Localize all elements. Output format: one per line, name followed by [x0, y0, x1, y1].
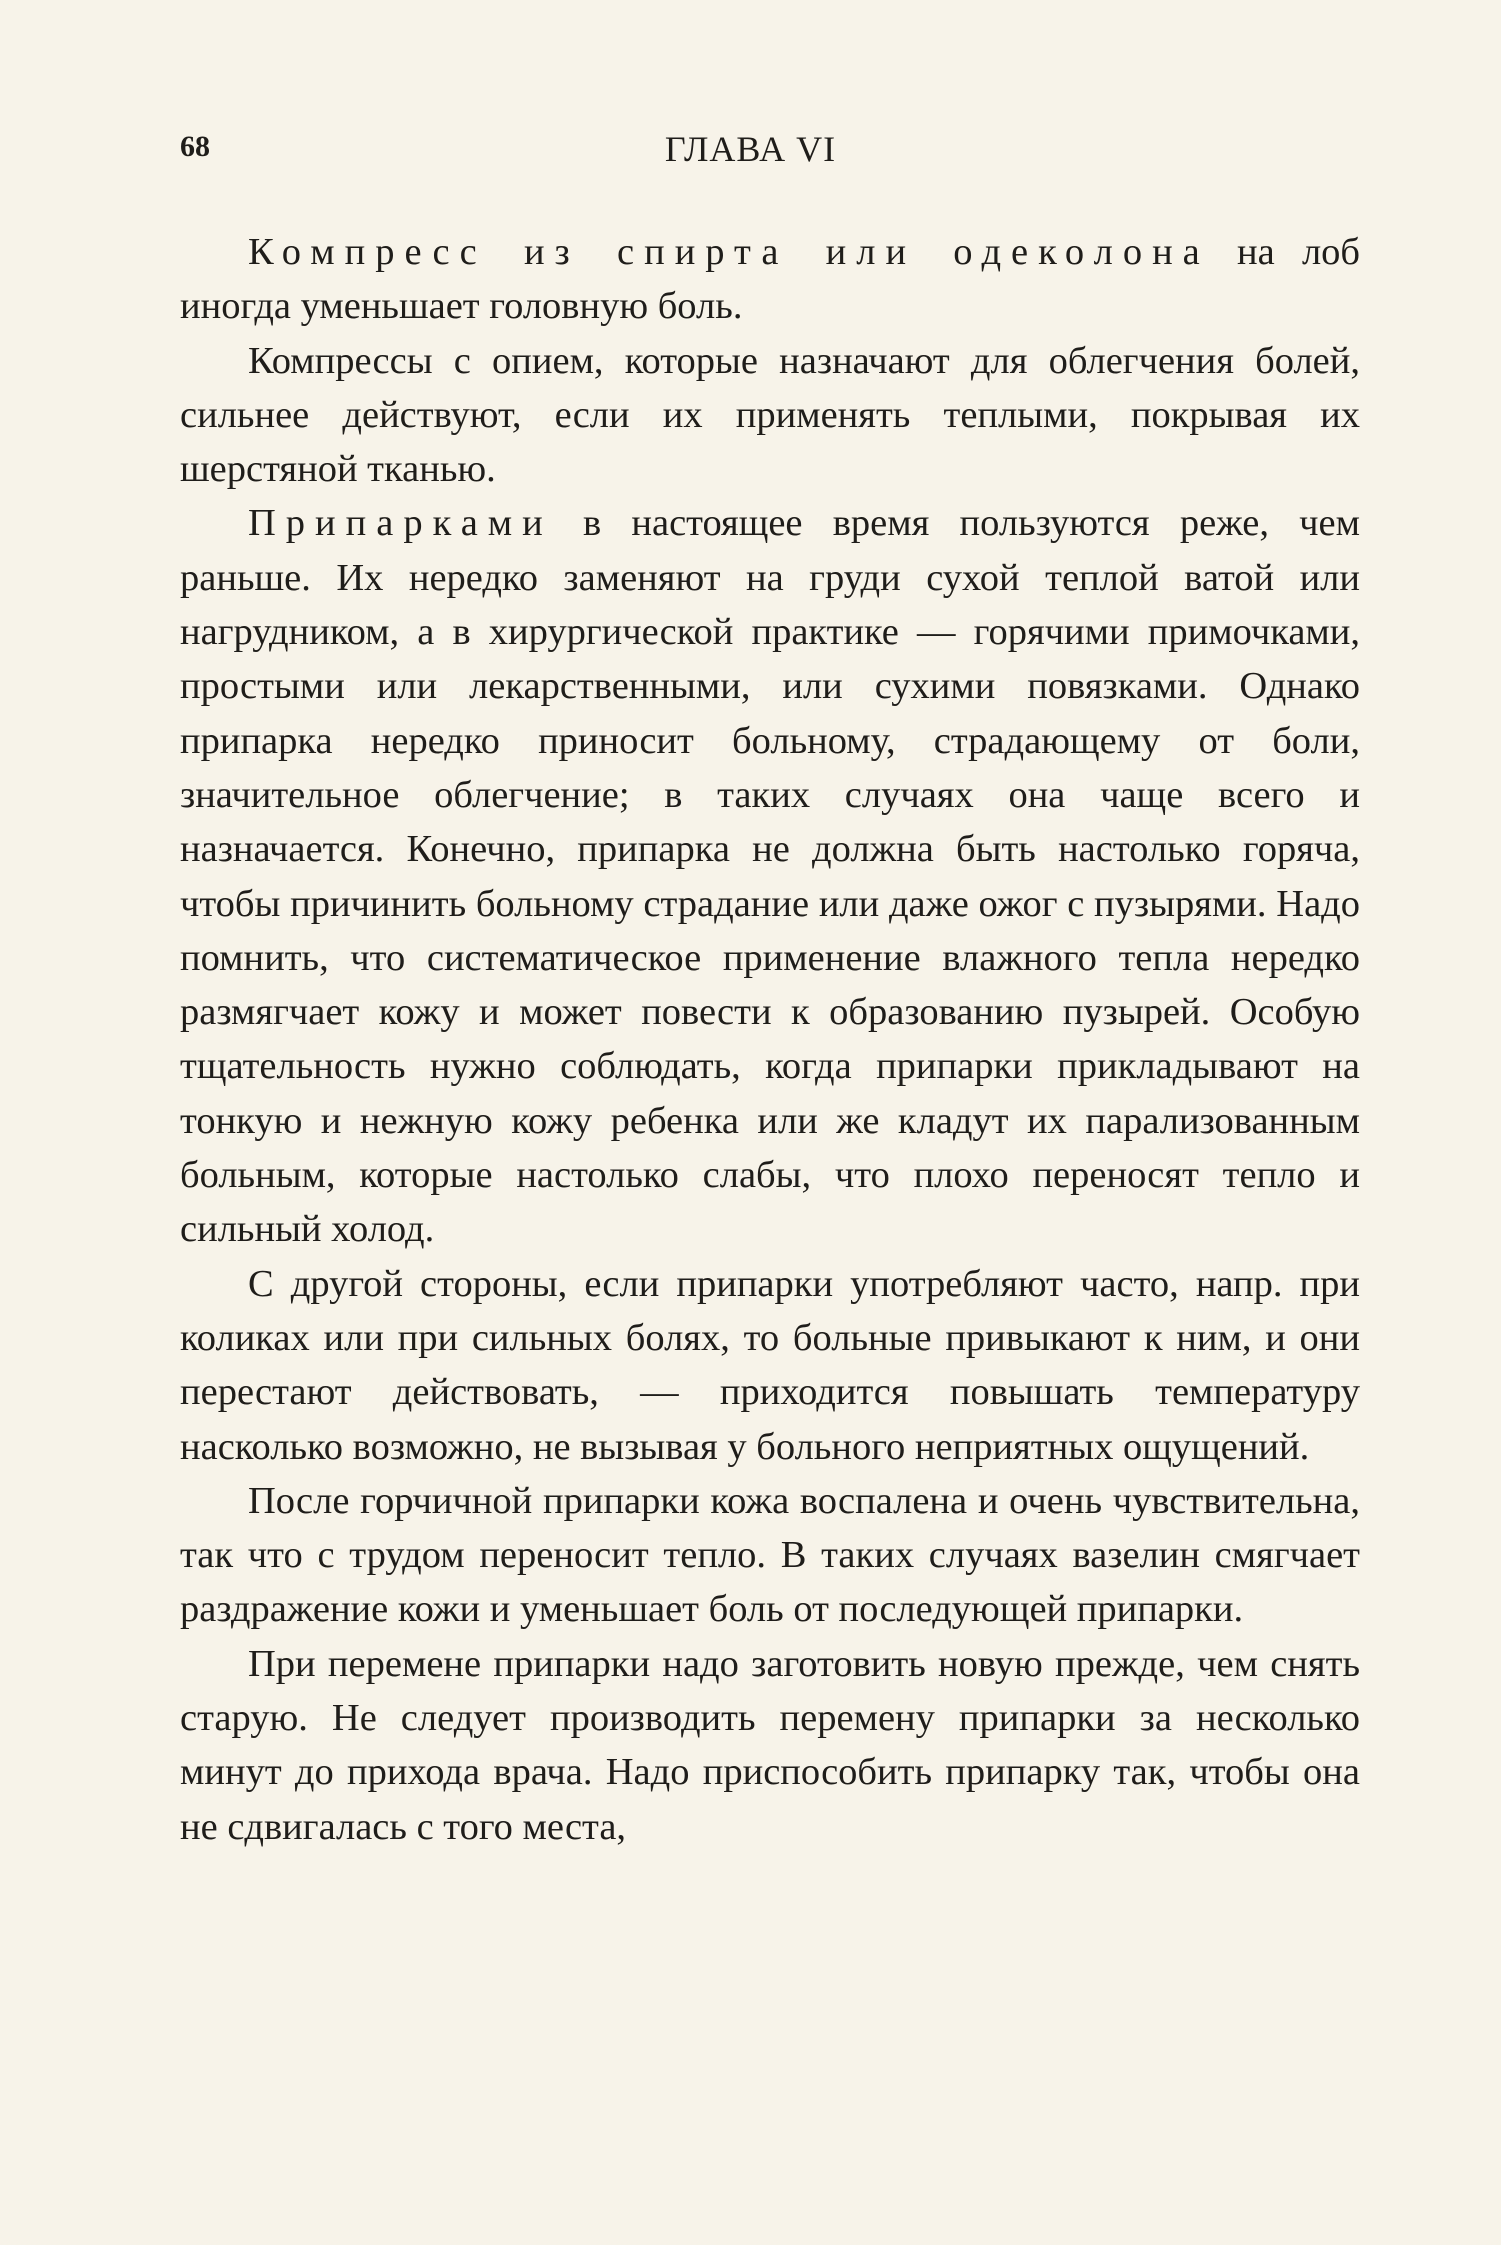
page-number: 68 — [180, 130, 210, 163]
spaced-lead-term: Припарками — [248, 502, 553, 545]
paragraph-frequent-use — [180, 1257, 1360, 1474]
spaced-lead-term: Компресс из спирта или одеколона — [248, 231, 1210, 273]
chapter-title: ГЛАВА VI — [664, 129, 837, 169]
paragraph-text: После горчичной припарки кожа воспалена и очень чувствительна, так что с трудом переносит тепло. В таких случаях вазелин смягчает раздражение кожи и уменьшает боль от последующей припарки. — [180, 1479, 1360, 1631]
paragraph-text: в настоящее время пользуются реже, чем раньше. Их нередко заменяют на груди сухой теплой ватой или нагрудником, а в хирургической практике — горячими примочками, простыми или лекарственными, или сухими повязками. Однако припарка нередко приносит больному, страдающему от боли, значительное облегчение; в таких случаях она чаще всего и назначается. Конечно, припарка не должна быть настолько горяча, чтобы причинить больному страдание или даже ожог с пузырями. Надо помнить, что систематическое применение влажного тепла нередко размягчает кожу и может повести к образованию пузырей. Особую тщательность нужно соблюдать, когда припарки прикладывают на тонкую и нежную кожу ребенка или же кладут их парализованным больным, которые настолько слабы, что плохо переносят тепло и сильный холод. — [180, 502, 1360, 1251]
paragraph-text: Компрессы с опием, которые назначают для облегчения болей, сильнее действуют, если их применять теплыми, покрывая их шерстяной тканью. — [180, 339, 1360, 491]
paragraph-text: При перемене припарки надо заготовить новую прежде, чем снять старую. Не следует производить перемену припарки за несколько минут до прихода врача. Надо приспособить припарку так, чтобы она не сдвигалась с того места, — [180, 1642, 1360, 1848]
paragraph-mustard — [180, 1474, 1360, 1637]
paragraph-text: на лоб иногда уменьшает головную боль. — [180, 231, 1360, 328]
paragraph-changing — [180, 1637, 1360, 1854]
paragraph-poultices — [180, 496, 1360, 1256]
paragraph-compress-spirit — [180, 225, 1360, 334]
paragraph-compress-opium — [180, 334, 1360, 497]
body-text — [180, 225, 1360, 1854]
paragraph-text: С другой стороны, если припарки употребляют часто, напр. при коликах или при сильных болях, то больные привыкают к ним, и они перестают действовать, — приходится повышать температуру насколько возможно, не вызывая у больного неприятных ощущений. — [180, 1262, 1360, 1468]
